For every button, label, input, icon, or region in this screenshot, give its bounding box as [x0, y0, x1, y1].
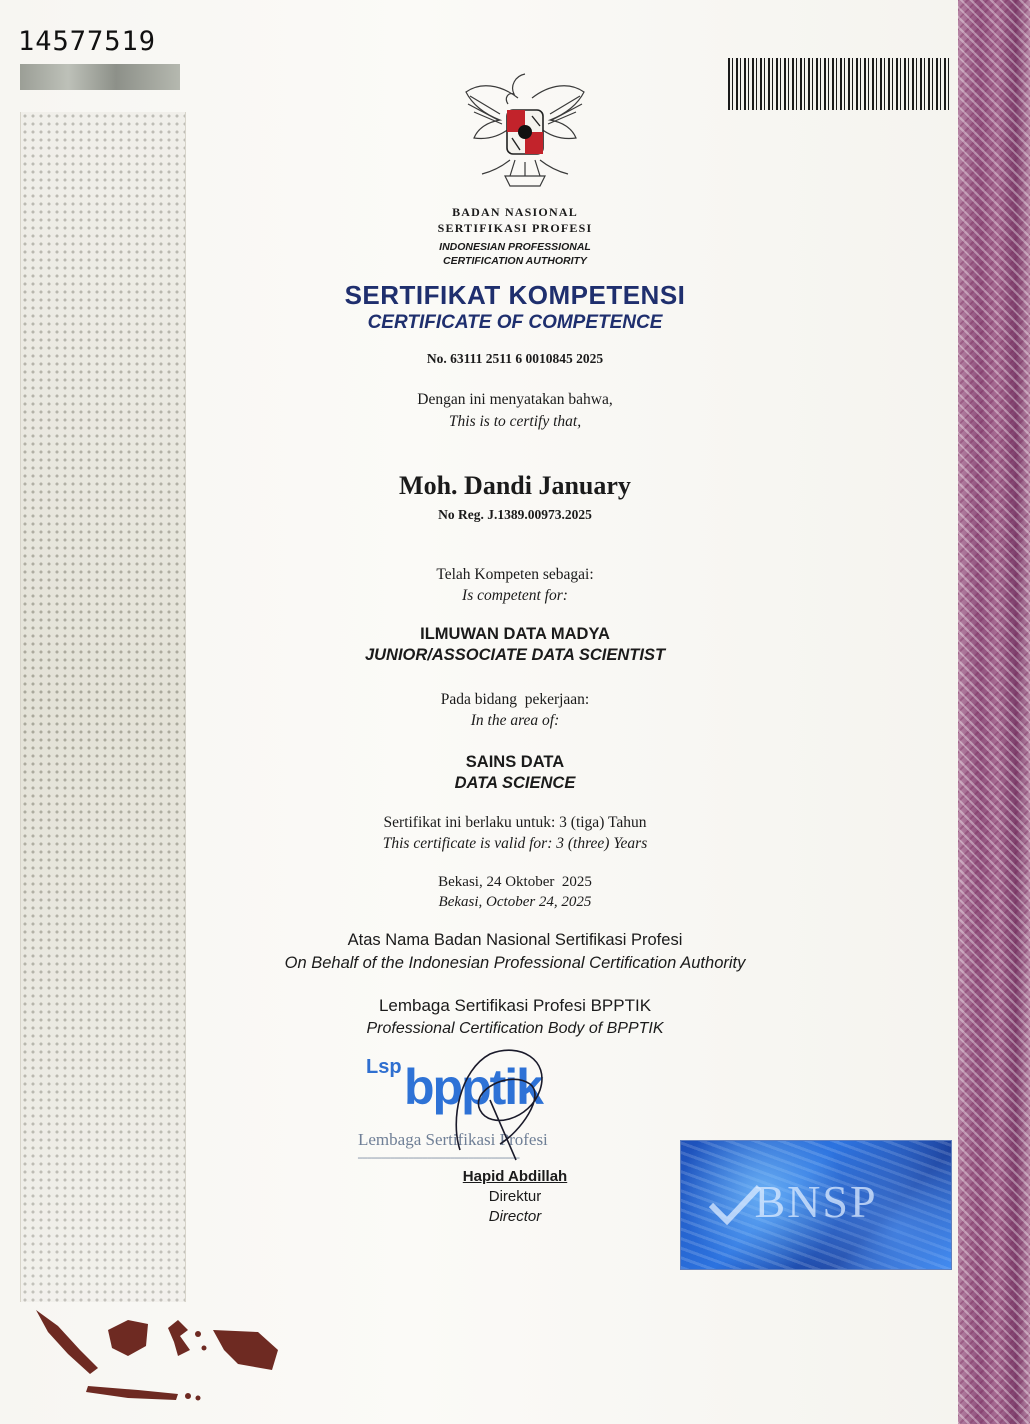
on-behalf-id: Atas Nama Badan Nasional Sertifikasi Profesi [347, 931, 683, 949]
certificate-title-id: SERTIFIKAT KOMPETENSI [344, 280, 686, 310]
institution-name-en-line2: CERTIFICATION AUTHORITY [443, 255, 587, 267]
field-en: DATA SCIENCE [454, 774, 576, 792]
competent-label-en: Is competent for: [462, 587, 568, 604]
certify-statement-id: Dengan ini menyatakan bahwa, [417, 391, 613, 408]
signatory-name: Hapid Abdillah [462, 1168, 568, 1185]
bnsp-hologram-icon [680, 1140, 952, 1270]
institution-name-id-line1: BADAN NASIONAL [452, 205, 578, 219]
hologram-text: BNSP [754, 1176, 878, 1227]
barcode-icon [728, 58, 950, 110]
certificate-title-en: CERTIFICATE OF COMPETENCE [367, 312, 663, 333]
certification-body-en: Professional Certification Body of BPPTIK [366, 1020, 664, 1037]
indonesia-map-icon [28, 1290, 288, 1410]
logo-tagline-decoration: ▁▁▁▁▁▁▁▁▁▁▁▁▁▁▁▁▁▁▁▁▁▁▁▁▁▁▁▁▁▁▁▁▁▁▁ [358, 1153, 520, 1159]
institution-name-en-line1: INDONESIAN PROFESSIONAL [439, 241, 591, 253]
logo-bpptik-wordmark: bpptik [404, 1059, 542, 1115]
validity-id: Sertifikat ini berlaku untuk: 3 (tiga) Tahun [383, 814, 647, 831]
on-behalf-en: On Behalf of the Indonesian Professional Certification Authority [284, 954, 746, 972]
competent-label-id: Telah Kompeten sebagai: [436, 566, 594, 583]
issue-date-en: Bekasi, October 24, 2025 [438, 894, 592, 910]
holder-name: Moh. Dandi January [399, 471, 631, 500]
field-id: SAINS DATA [465, 753, 565, 771]
certificate-number: No. 63111 2511 6 0010845 2025 [426, 351, 604, 366]
qualification-id: ILMUWAN DATA MADYA [420, 625, 610, 643]
area-label-en: In the area of: [470, 712, 560, 729]
serial-number: 14577519 [18, 26, 157, 57]
registration-number: No Reg. J.1389.00973.2025 [438, 507, 592, 522]
logo-lsp-prefix: Lsp [366, 1056, 402, 1078]
validity-en: This certificate is valid for: 3 (three) Years [382, 835, 648, 852]
signatory-title-en: Director [488, 1208, 542, 1225]
qualification-en: JUNIOR/ASSOCIATE DATA SCIENTIST [364, 646, 666, 664]
certify-statement-en: This is to certify that, [448, 413, 582, 430]
area-label-id: Pada bidang pekerjaan: [440, 691, 590, 708]
signature-icon [420, 1040, 590, 1170]
garuda-emblem-icon [460, 64, 590, 196]
issue-date-id: Bekasi, 24 Oktober 2025 [438, 874, 592, 890]
signatory-title-id: Direktur [488, 1188, 542, 1205]
certification-body-id: Lembaga Sertifikasi Profesi BPPTIK [378, 996, 652, 1015]
logo-subtitle: Lembaga Sertifikasi Profesi [358, 1130, 548, 1149]
security-foil-strip [20, 64, 180, 90]
institution-name-id-line2: SERTIFIKASI PROFESI [437, 221, 593, 235]
